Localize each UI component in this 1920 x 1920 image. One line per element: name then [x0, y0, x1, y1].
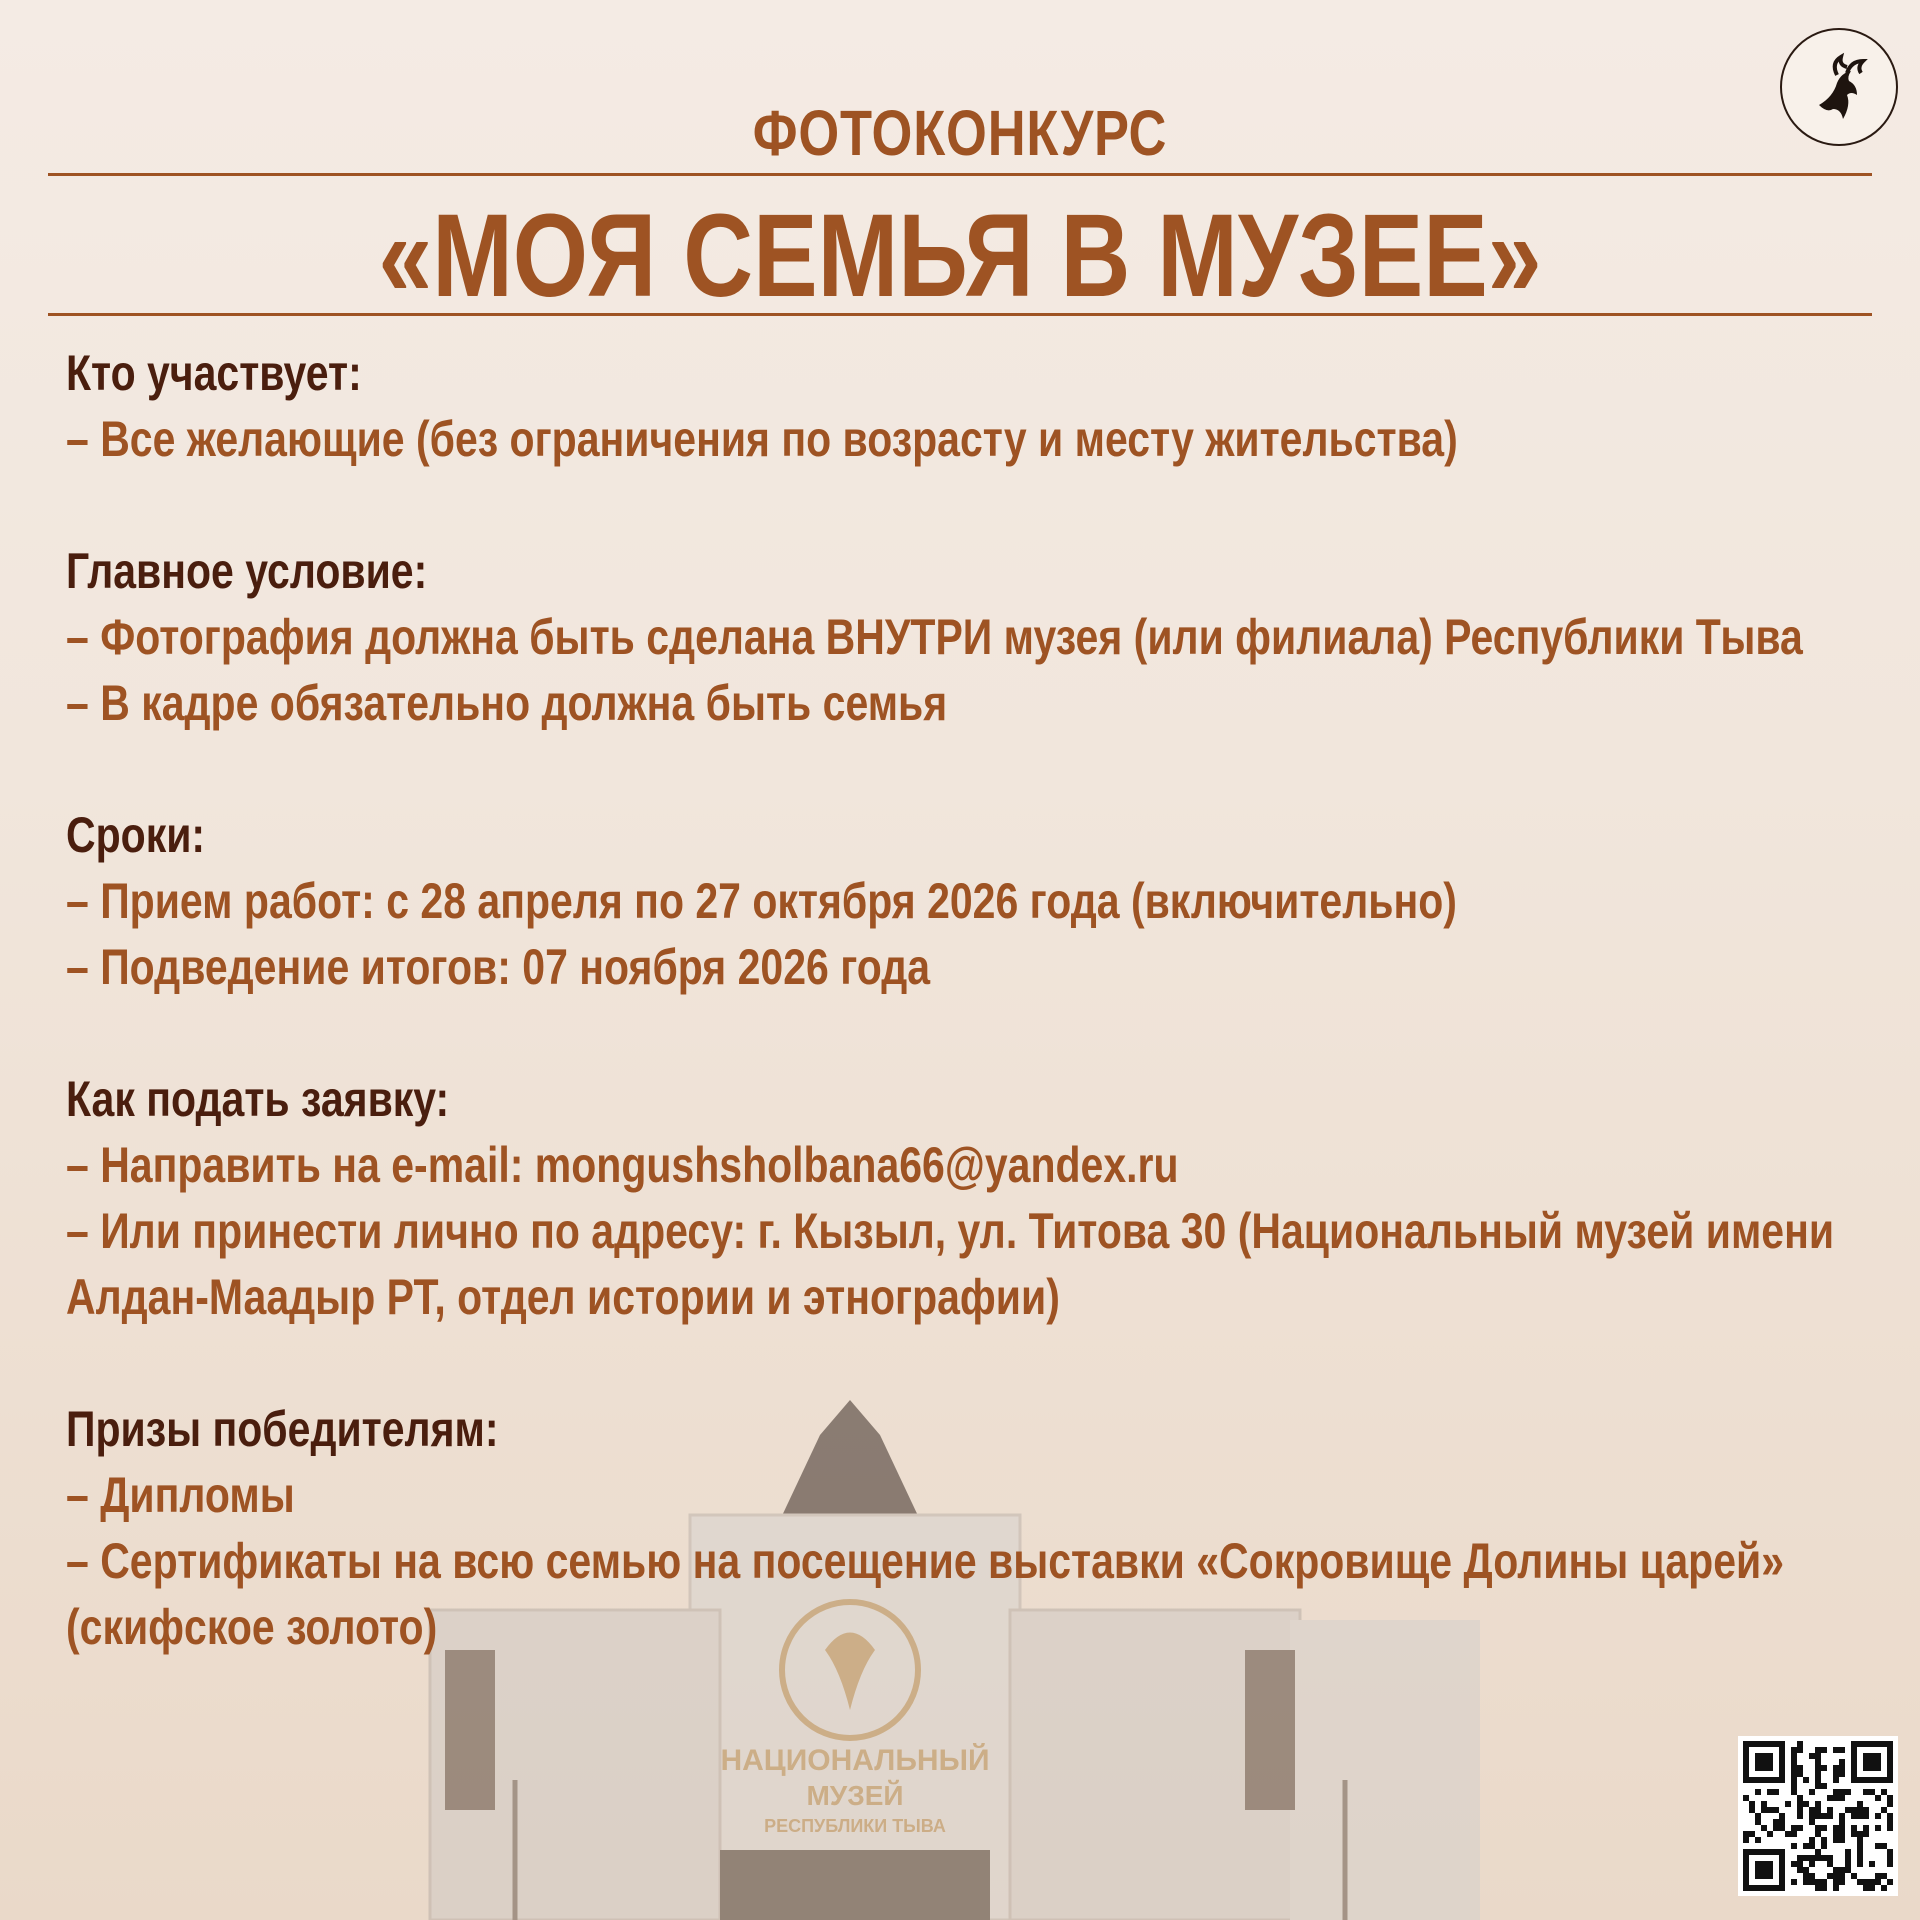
section-heading: Как подать заявку:	[66, 1071, 450, 1127]
section-line: – Прием работ: с 28 апреля по 27 октября 2026 года (включительно)	[66, 873, 1457, 929]
section-deadlines	[66, 802, 1870, 1000]
section-line: – Фотография должна быть сделана ВНУТРИ музея (или филиала) Республики Тыва	[66, 609, 1803, 665]
section-participants	[66, 340, 1870, 472]
poster-title: «МОЯ СЕМЬЯ В МУЗЕЕ»	[378, 190, 1542, 322]
section-how-to-apply	[66, 1066, 1870, 1330]
section-line: – Сертификаты на всю семью на посещение выставки «Сокровище Долины царей»	[66, 1533, 1785, 1589]
section-line: – Дипломы	[66, 1467, 295, 1523]
section-line: – В кадре обязательно должна быть семья	[66, 675, 948, 731]
section-line: (скифское золото)	[66, 1599, 438, 1655]
section-line: – Все желающие (без ограничения по возрасту и месту жительства)	[66, 411, 1458, 467]
section-heading: Призы победителям:	[66, 1401, 499, 1457]
section-main-condition	[66, 538, 1870, 736]
section-heading: Сроки:	[66, 807, 206, 863]
poster-content	[66, 340, 1835, 1726]
section-line: – Или принести лично по адресу: г. Кызыл, ул. Титова 30 (Национальный музей имени	[66, 1203, 1835, 1259]
section-prizes	[66, 1396, 1870, 1660]
poster-kicker: ФОТОКОНКУРС	[752, 97, 1168, 169]
qr-code[interactable]	[1738, 1736, 1898, 1896]
section-heading: Кто участвует:	[66, 345, 362, 401]
section-heading: Главное условие:	[66, 543, 428, 599]
top-divider	[48, 173, 1872, 176]
building-sign-line2: МУЗЕЙ	[806, 1780, 904, 1811]
deer-emblem-icon	[1780, 28, 1898, 146]
section-line: – Подведение итогов: 07 ноября 2026 года	[66, 939, 931, 995]
section-line: Алдан-Маадыр РТ, отдел истории и этнографии)	[66, 1269, 1060, 1325]
email-line: – Направить на e-mail: mongushsholbana66@yandex.ru	[66, 1137, 1179, 1193]
bottom-divider	[48, 313, 1872, 316]
building-sign-line1: НАЦИОНАЛЬНЫЙ	[720, 1744, 990, 1777]
building-sign-line3: РЕСПУБЛИКИ ТЫВА	[764, 1816, 946, 1836]
